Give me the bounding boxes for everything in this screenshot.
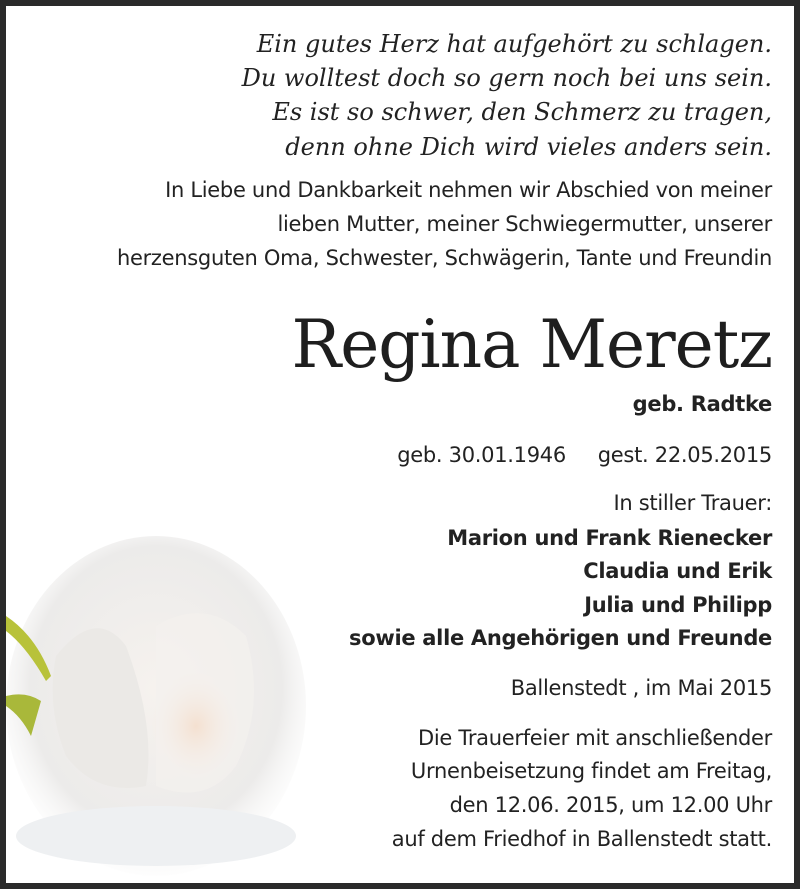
poem-line: denn ohne Dich wird vieles anders sein.	[285, 133, 772, 161]
mourners-label: In stiller Trauer:	[613, 491, 772, 515]
mourner: Marion und Frank Rienecker	[447, 526, 772, 550]
maiden-name: geb. Radtke	[632, 392, 772, 416]
place-date: Ballenstedt , im Mai 2015	[510, 676, 772, 700]
funeral-line: den 12.06. 2015, um 12.00 Uhr	[449, 793, 772, 817]
poem-line: Ein gutes Herz hat aufgehört zu schlagen.	[256, 30, 772, 58]
life-dates	[397, 443, 772, 467]
mourner: Julia und Philipp	[584, 593, 772, 617]
funeral-line: auf dem Friedhof in Ballenstedt statt.	[391, 827, 772, 851]
intro-line: herzensguten Oma, Schwester, Schwägerin, Tante und Freundin	[116, 246, 772, 270]
deceased-name: Regina Meretz	[291, 306, 772, 383]
death-date: gest. 22.05.2015	[597, 443, 772, 467]
funeral-line: Urnenbeisetzung findet am Freitag,	[410, 759, 772, 783]
poem-line: Du wolltest doch so gern noch bei uns sein.	[241, 64, 772, 92]
mourner: sowie alle Angehörigen und Freunde	[349, 626, 772, 650]
mourner: Claudia und Erik	[583, 559, 772, 583]
intro-line: In Liebe und Dankbarkeit nehmen wir Abschied von meiner	[165, 178, 772, 202]
intro-line: lieben Mutter, meiner Schwiegermutter, unserer	[277, 212, 772, 236]
poem-line: Es ist so schwer, den Schmerz zu tragen,	[272, 98, 772, 126]
white-rose-image	[6, 506, 306, 883]
obituary-notice	[6, 6, 794, 883]
funeral-line: Die Trauerfeier mit anschließender	[418, 726, 772, 750]
birth-date: geb. 30.01.1946	[397, 443, 566, 467]
